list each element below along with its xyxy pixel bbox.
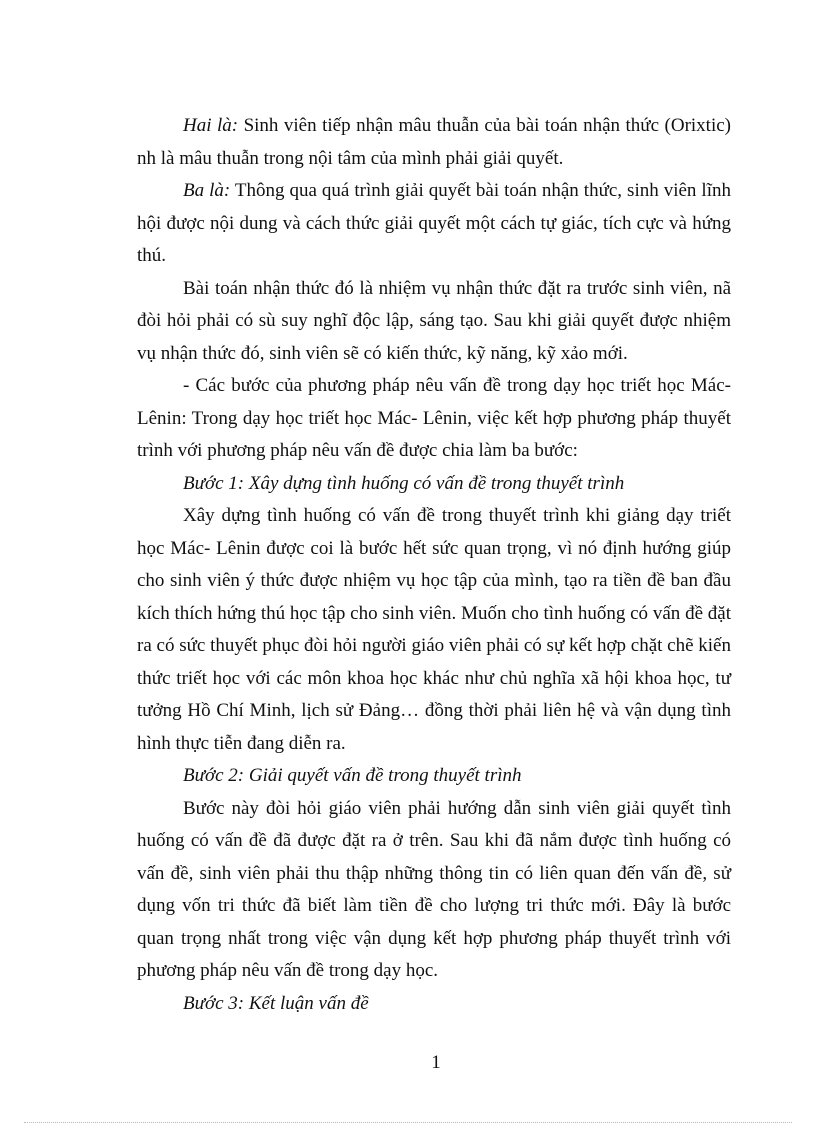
paragraph-text: - Các bước của phương pháp nêu vấn đề trong dạy học triết học Mác- Lênin: Trong dạy học triết học Mác- Lênin, việc kết hợp phương pháp thuyết trình với phương pháp nêu vấn đề được chia làm ba bước:	[137, 375, 731, 461]
paragraph-lead: Ba là:	[183, 180, 231, 201]
step-1-heading: Bước 1: Xây dựng tình huống có vấn đề trong thuyết trình	[183, 472, 625, 494]
paragraph-text: Bài toán nhận thức đó là nhiệm vụ nhận thức đặt ra trước sinh viên, nã đòi hỏi phải có sù suy nghĩ độc lập, sáng tạo. Sau khi giải quyết được nhiệm vụ nhận thức đó, sinh viên sẽ có kiến thức, kỹ năng, kỹ xảo mới.	[137, 277, 731, 364]
paragraph-hai-la	[137, 110, 731, 175]
paragraph-lead: Hai là:	[183, 115, 239, 136]
step-3-heading: Bước 3: Kết luận vấn đề	[183, 992, 369, 1014]
paragraph-text: Thông qua quá trình giải quyết bài toán nhận thức, sinh viên lĩnh hội được nội dung và cách thức giải quyết một cách tự giác, tích cực và hứng thú.	[137, 180, 731, 266]
paragraph-text: Xây dựng tình huống có vấn đề trong thuyết trình khi giảng dạy triết học Mác- Lênin được coi là bước hết sức quan trọng, vì nó định hướng giúp cho sinh viên ý thức được nhiệm vụ học tập của mình, tạo ra tiền đề ban đầu kích thích hứng thú học tập cho sinh viên. Muốn cho tình huống có vấn đề đặt ra có sức thuyết phục đòi hỏi người giáo viên phải có sự kết hợp chặt chẽ kiến thức triết học với các môn khoa học khác như chủ nghĩa xã hội khoa học, tư tưởng Hồ Chí Minh, lịch sử Đảng… đồng thời phải liên hệ và vận dụng tình hình thực tiễn đang diễn ra.	[137, 505, 731, 754]
page-number: 1	[431, 1052, 441, 1073]
step-2-heading: Bước 2: Giải quyết vấn đề trong thuyết trình	[183, 765, 522, 786]
paragraph-ba-la	[137, 175, 731, 273]
paragraph-text: Sinh viên tiếp nhận mâu thuẫn của bài toán nhận thức (Orixtic) nh là mâu thuẫn trong nội tâm của mình phải giải quyết.	[137, 115, 731, 169]
paragraph-text: Bước này đòi hỏi giáo viên phải hướng dẫn sinh viên giải quyết tình huống có vấn đề đã được đặt ra ở trên. Sau khi đã nắm được tình huống có vấn đề, sinh viên phải thu thập những thông tin có liên quan đến vấn đề, sử dụng vốn tri thức đã biết làm tiền đề cho lượng tri thức mới. Đây là bước quan trọng nhất trong việc vận dụng kết hợp phương pháp thuyết trình với phương pháp nêu vấn đề trong dạy học.	[137, 797, 731, 981]
document-body	[137, 110, 731, 1020]
